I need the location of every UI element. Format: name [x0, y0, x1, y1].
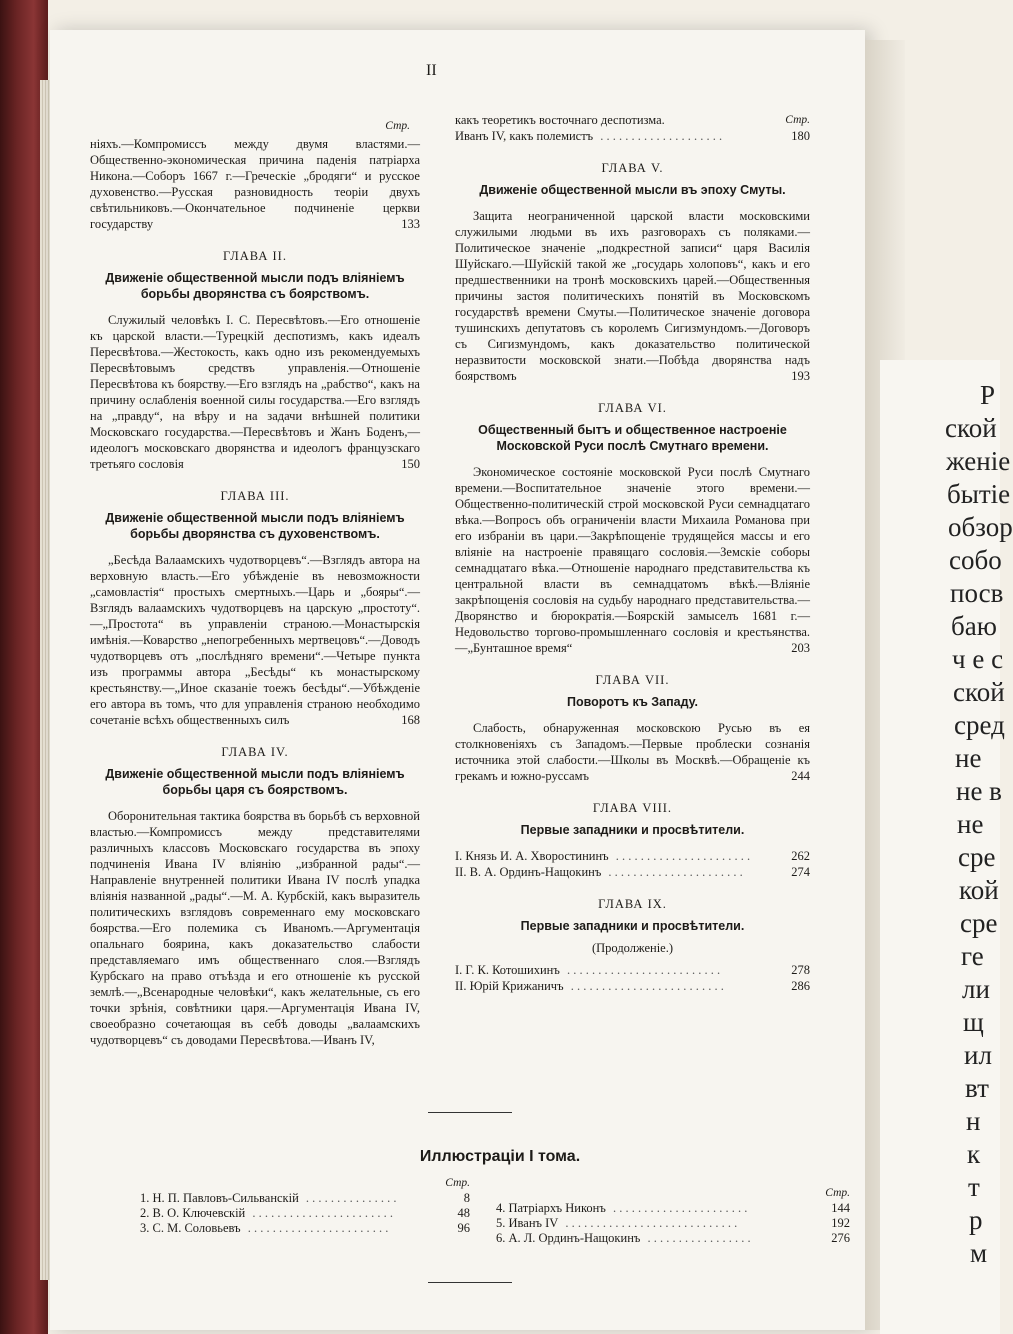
str-label: Стр. [441, 1176, 470, 1191]
toc-paragraph: „Бесѣда Валаамскихъ чудотворцевъ“.—Взглядъ автора на верховную власть.—Его убѣжденіе въ невозможности „самовластія“ простыхъ смертныхъ.—Царь и „бояры“.—Взглядъ валаамскихъ чудотворцевъ на царскую „простоту“.—„Простота“ въ управленіи страною.—Монастырскія имѣнія.—Коварство „непогребенныхъ мертвецовъ“.—Доводъ чудотворцевъ отъ „послѣдняго времени“.—Четыре пункта изъ программы автора „Бесѣды“ къ монастырскому крестьянству.—„Иное сказаніе тоежъ бесѣды“.—Убѣжденіе его автора въ томъ, что для управленія страною необходимо сочетаніе всѣхъ общественныхъ силъ 168 [90, 553, 420, 727]
chapter-subtitle: (Продолженіе.) [591, 941, 674, 955]
divider-rule [428, 1112, 512, 1113]
page-ref: 96 [454, 1221, 471, 1236]
page-ref: 168 [401, 713, 420, 727]
illustrations-list-left [140, 1176, 470, 1236]
next-page-fragment: обзор [948, 512, 1013, 542]
next-page-fragment: не в [956, 776, 1002, 806]
next-page-fragment: т [968, 1172, 980, 1202]
next-page-fragment: не [955, 743, 982, 773]
toc-paragraph: Слабость, обнаруженная московскою Русью въ ея столкновеніяхъ съ Западомъ.—Первые проблески сознанія источника этой слабости.—Школы въ Москвѣ.—Обращеніе къ грекамъ и южно-руссамъ 244 [455, 721, 810, 783]
chapter-title: Поворотъ къ Западу. [567, 695, 698, 709]
toc-entry: Иванъ IV, какъ полемистъ . . . . . . . . . . . . . . . . . . . . 180 [455, 129, 810, 143]
page-ref: 203 [791, 641, 810, 655]
illustrations-list-right [496, 1186, 850, 1246]
toc-entry: II. В. А. Ординъ-Нащокинъ . . . . . . . . . . . . . . . . . . . . . . 274 [455, 865, 810, 879]
chapter-title: Движеніе общественной мысли подъ вліяніемъ борьбы царя съ боярствомъ. [105, 767, 405, 797]
page-ref: 144 [827, 1201, 850, 1216]
left-column [90, 118, 420, 1048]
str-label: Стр. [385, 120, 410, 132]
next-page-fragment: м [970, 1238, 988, 1268]
next-page-fragment: кой [959, 875, 999, 905]
toc-entry: 6. А. Л. Ординъ-Нащокинъ . . . . . . . . . . . . . . . . . 276 [496, 1231, 850, 1245]
next-page-fragment: ил [964, 1040, 992, 1070]
toc-entry: I. Г. К. Котошихинъ . . . . . . . . . . . . . . . . . . . . . . . . . 278 [455, 963, 810, 977]
chapter-heading: ГЛАВА II. [223, 249, 287, 263]
page-ref: 278 [787, 962, 810, 978]
divider-rule [428, 1282, 512, 1283]
str-label: Стр. [781, 112, 810, 128]
next-page-fragment: ли [962, 974, 990, 1004]
toc-entry: 2. В. О. Ключевскій . . . . . . . . . . . . . . . . . . . . . . . 48 [140, 1206, 470, 1220]
page-ref: 133 [401, 217, 420, 231]
next-page-fragment: к [967, 1139, 981, 1169]
toc-entry [496, 1186, 850, 1201]
toc-paragraph: Оборонительная тактика боярства въ борьбѣ съ верховной властью.—Компромиссъ между представителями различныхъ классовъ Московскаго государства въ эпоху подчиненія Ивана IV вліянію „избранной рады“.—Направленіе внутренней политики Ивана IV послѣ упадка вліянія названной „рады“.—М. А. Курбскій, какъ выразитель политическихъ взглядовъ современнаго ему московскаго боярства.—Его полемика съ Иваномъ.—Аргументація опальнаго боярина, какъ доказательство слабости представляемаго имъ общественнаго слоя.—Взглядъ Курбскаго на право отъѣзда и его отношеніе къ русской землѣ.—„Всенародные человѣки“, какъ желательные, съ его точки зрѣнія, совѣтники царя.—Аргументація Ивана IV, своеобразно сочетающая въ себѣ доводы „валаамскихъ чудотворцевъ“ съ доводами Пересвѣтова.—Иванъ IV, [90, 809, 420, 1047]
str-label: Стр. [821, 1186, 850, 1201]
page-ref: 286 [787, 978, 810, 994]
toc-paragraph: ніяхъ.—Компромиссъ между двумя властями.—Общественно-экономическая причина паденія патріарха Никона.—Соборъ 1667 г.—Греческіе „бродяги“ и русское духовенство.—Русская разновидность теоріи двухъ свѣтильниковъ.—Окончательное подчиненіе церкви государству 133 [90, 137, 420, 231]
next-page-fragment: ге [961, 941, 984, 971]
chapter-title: Первые западники и просвѣтители. [520, 823, 745, 837]
toc-paragraph: Защита неограниченной царской власти московскими служилыми людьми въ ихъ разговорахъ съ поляками.—Политическое значеніе „подкрестной записи“ царя Василія Шуйскаго.—Шуйскій такой же „государь холоповъ“, какъ и его предшественники на тронѣ московскихъ царей.—Общественныя причины застоя политическихъ понятій въ Московскомъ государствѣ времени Смуты.—Политическое значеніе договора тушинскихъ депутатовъ съ королемъ Сигизмундомъ.—Договоръ съ Сигизмундомъ, какъ доказательство политической неразвитости московской знати.—Побѣда дворянства надъ боярствомъ 193 [455, 209, 810, 383]
chapter-title: Общественный бытъ и общественное настроеніе Московской Руси послѣ Смутнаго времени. [478, 423, 787, 453]
chapter-heading: ГЛАВА VI. [598, 401, 667, 415]
page-ref: 192 [827, 1216, 850, 1231]
next-page-fragment: бытіе [947, 479, 1011, 509]
next-page-fragment: не [957, 809, 984, 839]
chapter-heading: ГЛАВА IX. [598, 897, 667, 911]
page-ref: 180 [787, 128, 810, 144]
page-ref: 262 [787, 848, 810, 864]
page-ref: 8 [460, 1191, 470, 1206]
toc-entry: 3. С. М. Соловьевъ . . . . . . . . . . . . . . . . . . . . . . . 96 [140, 1221, 470, 1235]
page-ref: 48 [454, 1206, 471, 1221]
toc-paragraph: Служилый человѣкъ І. С. Пересвѣтовъ.—Его отношеніе къ царской власти.—Турецкій деспотизмъ, какъ идеалъ Пересвѣтова.—Жестокость, какъ одно изъ рекомендуемыхъ Пересвѣтовымъ средствъ управленія.—Отношеніе Пересвѣтова къ боярству.—Его взглядъ на „рабство“, какъ на причину ослабленія военной силы государства.—Его взглядъ на „правду“, на вѣру и на задачи внѣшней политики Московскаго государства.—Пересвѣтовъ и Жанъ Боденъ,—идеологъ московскаго дворянства и идеологъ французскаго третьяго сословія 150 [90, 313, 420, 471]
chapter-heading: ГЛАВА III. [220, 489, 290, 503]
page-ref: 193 [791, 369, 810, 383]
chapter-title: Движеніе общественной мысли подъ вліяніемъ борьбы дворянства съ духовенствомъ. [105, 511, 405, 541]
next-page-fragment: женіе [946, 446, 1011, 476]
chapter-heading: ГЛАВА VIII. [592, 801, 673, 815]
next-page-fragment: посв [950, 578, 1004, 608]
toc-entry: I. Князь И. А. Хворостининъ . . . . . . . . . . . . . . . . . . . . . . 262 [455, 849, 810, 863]
right-column [455, 112, 810, 994]
next-page-fragment: собо [949, 545, 1002, 575]
next-page-fragment: р [969, 1205, 983, 1235]
chapter-heading: ГЛАВА V. [601, 161, 664, 175]
next-page-fragment: сред [954, 710, 1005, 740]
toc-entry: II. Юрій Крижаничъ . . . . . . . . . . . . . . . . . . . . . . . . . 286 [455, 979, 810, 993]
next-page-fragment: ской [953, 677, 1005, 707]
next-page-fragment: ч е с [952, 644, 1004, 674]
page-ref: 150 [401, 457, 420, 471]
next-page-fragment: сре [960, 908, 998, 938]
next-page-fragment: ской [945, 413, 997, 443]
next-page-fragment: баю [951, 611, 997, 641]
toc-paragraph: Экономическое состояніе московской Руси послѣ Смутнаго времени.—Воспитательное значеніе этого времени.—Общественно-политическій строй московской Руси семнадцатаго вѣка.—Вопросъ объ ограниченіи власти Михаила Романова при его избраніи въ цари.—Закрѣпощеніе трудящейся массы и его вліяніе на настроеніе правящаго сословія.—Земскіе соборы семнадцатаго вѣка.—Отношеніе народнаго представительства къ центральной власти въ семнадцатомъ вѣкѣ.—Вліяніе закрѣпощенія сословія на судьбу народнаго представительства.—Дворянство и бюрократія.—Боярскій замыселъ 1681 г.—Недовольство торгово-промышленнаго сословія и крестьянства.—„Бунташное время“ 203 [455, 465, 810, 655]
next-page-fragment: щ [963, 1007, 984, 1037]
next-page [880, 360, 1013, 1334]
chapter-title: Движеніе общественной мысли подъ вліяніемъ борьбы дворянства съ боярствомъ. [105, 271, 405, 301]
chapter-title: Первые западники и просвѣтители. [520, 919, 745, 933]
chapter-heading: ГЛАВА IV. [221, 745, 289, 759]
toc-entry: 5. Иванъ IV . . . . . . . . . . . . . . . . . . . . . . . . . . . . 192 [496, 1216, 850, 1230]
next-page-fragment: н [966, 1106, 981, 1136]
page-ref: 276 [827, 1231, 850, 1246]
next-page-fragment: сре [958, 842, 996, 872]
next-page-fragment: Р [980, 380, 996, 410]
page-ref: 244 [791, 769, 810, 783]
toc-entry: какъ теоретикъ восточнаго деспотизма. Стр. [455, 113, 810, 127]
page-ref: 274 [787, 864, 810, 880]
toc-entry [140, 1176, 470, 1191]
next-page-fragment: вт [965, 1073, 989, 1103]
chapter-title: Движеніе общественной мысли въ эпоху Смуты. [479, 183, 786, 197]
page-number: II [426, 62, 437, 79]
chapter-heading: ГЛАВА VII. [595, 673, 670, 687]
toc-entry: 4. Патріархъ Никонъ . . . . . . . . . . . . . . . . . . . . . . 144 [496, 1201, 850, 1215]
toc-entry: 1. Н. П. Павловъ-Сильванскій . . . . . . . . . . . . . . . 8 [140, 1191, 470, 1205]
illustrations-title: Иллюстраціи I тома. [419, 1148, 581, 1165]
